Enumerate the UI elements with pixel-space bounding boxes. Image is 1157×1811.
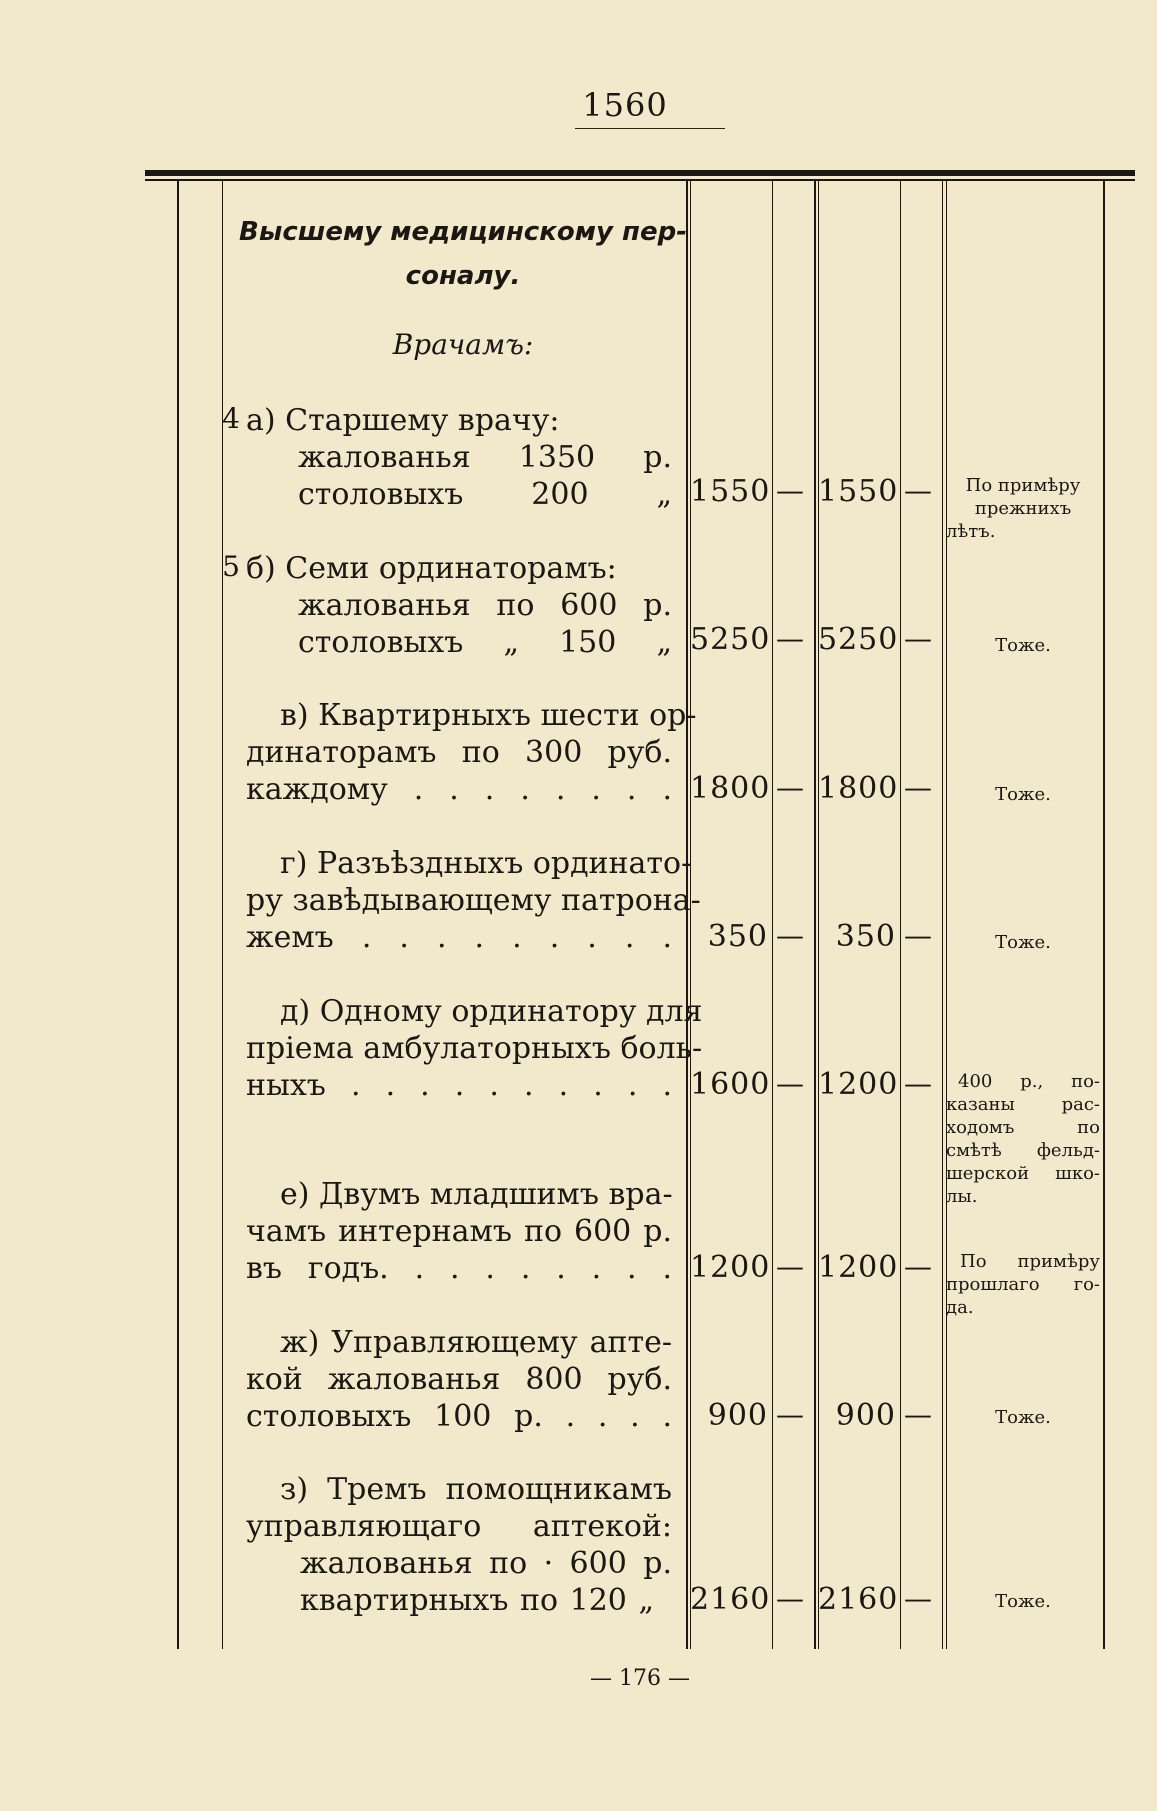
kopeks-dash: — [904, 919, 932, 952]
table-top-rule [145, 170, 1135, 176]
note-line: прежнихъ [974, 498, 1072, 519]
amount-estimate: 2160 [690, 1582, 771, 1617]
kopeks-dash: — [776, 919, 804, 952]
desc-line: управляющаго аптекой: [246, 1509, 672, 1544]
kopeks-dash: — [776, 474, 804, 507]
amount-estimate: 5250 [690, 622, 771, 657]
kopeks-dash: — [776, 622, 804, 655]
note-line: Тоже. [995, 932, 1051, 953]
desc-line: е) Двумъ младшимъ вра- [280, 1177, 673, 1212]
amount-approved: 350 [835, 919, 896, 954]
row-note [946, 474, 1100, 543]
amount-approved: 2160 [818, 1582, 899, 1617]
kopeks-dash: — [776, 771, 804, 804]
desc-line: ж) Управляющему апте- [280, 1325, 672, 1360]
row-description [246, 993, 703, 1104]
row-description [246, 1324, 672, 1435]
kopeks-dash: — [904, 1250, 932, 1283]
amount-approved: 1200 [818, 1250, 899, 1285]
page-number-underline [575, 128, 725, 129]
note-line: да. [946, 1297, 974, 1318]
row-note [946, 1406, 1100, 1429]
column-rule-amount2a [814, 181, 816, 1649]
kopeks-dash: — [904, 474, 932, 507]
article-number: 5 [222, 550, 240, 583]
row-description [246, 845, 701, 956]
note-line: По примѣру [960, 1251, 1100, 1272]
note-line: По примѣру [965, 475, 1081, 496]
kopeks-dash: — [776, 1582, 804, 1615]
desc-line: жалованья по · 600 р. [300, 1546, 672, 1581]
amount-approved: 1800 [818, 771, 899, 806]
footer-page-number: — 176 — [590, 1666, 690, 1691]
column-rule-amount1 [772, 181, 773, 1649]
kopeks-dash: — [904, 1582, 932, 1615]
column-rule-right [1103, 181, 1105, 1649]
row-note [946, 634, 1100, 657]
note-line: прошлаго го- [946, 1274, 1100, 1295]
table-top-rule-thin [145, 179, 1135, 181]
kopeks-dash: — [904, 1067, 932, 1100]
column-rule-left [177, 181, 179, 1649]
kopeks-dash: — [904, 1398, 932, 1431]
note-line: ходомъ по [946, 1117, 1100, 1138]
section-heading-line-1: Высшему медицинскому пер- [239, 217, 687, 247]
desc-line: ныхъ . . . . . . . . . . [246, 1068, 672, 1103]
note-line: смѣтѣ фельд- [946, 1140, 1100, 1161]
kopeks-dash: — [904, 622, 932, 655]
section-heading-line-2: соналу. [405, 261, 521, 291]
desc-line: динаторамъ по 300 руб. [246, 735, 672, 770]
desc-line: кой жалованья 800 руб. [246, 1362, 672, 1397]
desc-line: а) Старшему врачу: [246, 403, 560, 438]
desc-line: г) Разъѣздныхъ ординато- [280, 846, 692, 881]
amount-estimate: 1200 [690, 1250, 771, 1285]
amount-approved: 1550 [818, 474, 899, 509]
amount-estimate: 350 [707, 919, 768, 954]
desc-line: квартирныхъ по 120 „ [300, 1583, 654, 1618]
kopeks-dash: — [776, 1250, 804, 1283]
desc-line: жемъ . . . . . . . . . [246, 920, 672, 955]
desc-line: столовыхъ 200 „ [298, 477, 672, 512]
kopeks-dash: — [904, 771, 932, 804]
desc-line: пріема амбулаторныхъ боль- [246, 1031, 703, 1066]
row-note [946, 1590, 1100, 1613]
column-rule-note-a [942, 181, 943, 1649]
desc-line: б) Семи ординаторамъ: [246, 551, 617, 586]
amount-approved: 1200 [818, 1067, 899, 1102]
row-description [246, 550, 672, 661]
desc-line: жалованья 1350 р. [298, 440, 672, 475]
amount-estimate: 1600 [690, 1067, 771, 1102]
amount-approved: 5250 [818, 622, 899, 657]
row-note [946, 1070, 1100, 1208]
desc-line: чамъ интернамъ по 600 р. [246, 1214, 672, 1249]
amount-approved: 900 [835, 1398, 896, 1433]
kopeks-dash: — [776, 1398, 804, 1431]
note-line: Тоже. [995, 635, 1051, 656]
kopeks-dash: — [776, 1067, 804, 1100]
note-line: Тоже. [995, 1407, 1051, 1428]
subheading: Врачамъ: [392, 328, 534, 361]
desc-line: з) Тремъ помощникамъ [280, 1472, 672, 1507]
row-note [946, 931, 1100, 954]
desc-line: столовыхъ „ 150 „ [298, 625, 672, 660]
desc-line: д) Одному ординатору для [280, 994, 703, 1029]
column-rule-dash2 [900, 181, 901, 1649]
note-line: Тоже. [995, 784, 1051, 805]
desc-line: в) Квартирныхъ шести ор- [280, 698, 697, 733]
note-line: лѣтъ. [946, 521, 996, 542]
desc-line: жалованья по 600 р. [298, 588, 672, 623]
note-line: казаны рас- [946, 1094, 1100, 1115]
note-line: 400 р., по- [958, 1071, 1100, 1092]
row-note [946, 1250, 1100, 1319]
note-line: Тоже. [995, 1591, 1051, 1612]
amount-estimate: 900 [707, 1398, 768, 1433]
desc-line: каждому . . . . . . . . [246, 772, 672, 807]
article-number: 4 [222, 402, 240, 435]
note-line: шерской шко- [946, 1163, 1100, 1184]
row-description [246, 697, 697, 808]
desc-line: въ годъ. . . . . . . . . [246, 1251, 672, 1286]
note-line: лы. [946, 1186, 978, 1207]
amount-estimate: 1550 [690, 474, 771, 509]
amount-estimate: 1800 [690, 771, 771, 806]
row-description [246, 1471, 672, 1619]
page-number: 1560 [582, 86, 668, 124]
row-note [946, 783, 1100, 806]
row-description [246, 402, 672, 513]
row-description [246, 1176, 672, 1287]
section-heading [238, 210, 688, 298]
desc-line: ру завѣдывающему патрона- [246, 883, 701, 918]
desc-line: столовыхъ 100 р. . . . . [246, 1399, 672, 1434]
